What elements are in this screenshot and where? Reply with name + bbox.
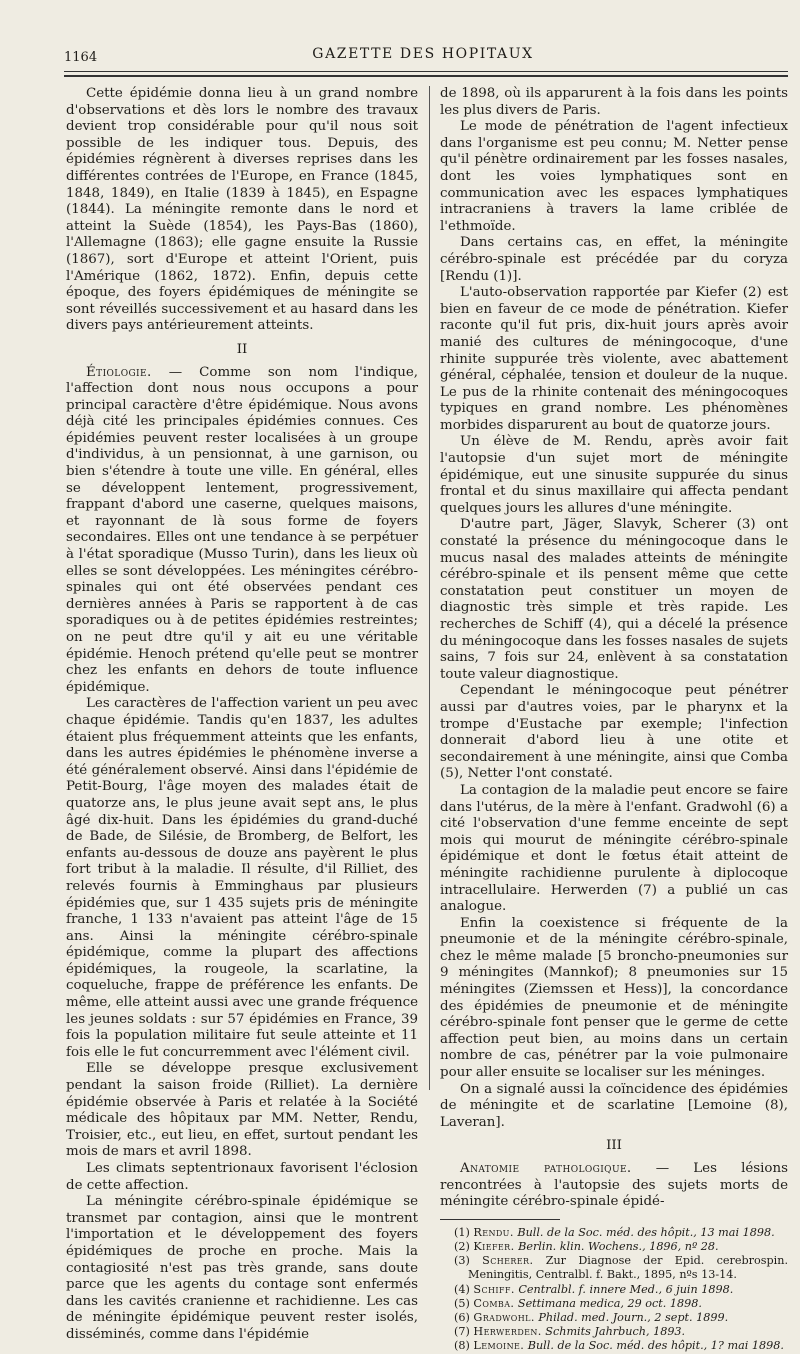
- footnote: (1) Rendu. Bull. de la Soc. méd. des hôpit., 13 mai 1898.: [454, 1225, 775, 1239]
- paragraph: Les climats septentrionaux favorisent l'éclosion de cette affection.: [66, 1161, 418, 1193]
- paragraph: La contagion de la maladie peut encore se faire dans l'utérus, de la mère à l'enfant. Gradwohl (6) a cité l'observation d'une femme enceinte de sept mois qui mourut de méningite cérébro-spinale épidémique et dont le fœtus était atteint de méningite rachidienne purulente à diplocoque intracellulaire. Herwerden (7) a publié un cas analogue.: [440, 782, 788, 915]
- paragraph-etiologie: [66, 365, 418, 697]
- paragraph: Cependant le méningocoque peut pénétrer aussi par d'autres voies, par le pharynx et la trompe d'Eustache par exemple; l'infection donnerait d'abord lieu à une otite et secondairement à une méningite, ainsi que Comba (5), Netter l'ont constaté.: [440, 683, 788, 782]
- running-title: GAZETTE DES HOPITAUX: [312, 46, 534, 62]
- paragraph: Enfin la coexistence si fréquente de la pneumonie et de la méningite cérébro-spinale, chez le même malade [5 broncho-pneumonies sur 9 méningites (Mannkof); 8 pneumonies sur 15 méningites (Ziemssen et Hess)], la concordance des épidémies de pneumonie et de méningite cérébro-spinale font penser que le germe de cette affection peut bien, au moins dans un certain nombre de cas, pénétrer par la voie pulmonaire pour aller ensuite se localiser sur les méninges.: [440, 915, 788, 1081]
- footnotes: [440, 1226, 788, 1354]
- header-rule-thin: [64, 71, 788, 72]
- header-rule-thick: [64, 75, 788, 77]
- paragraph-lead: Anatomie pathologique.: [460, 1161, 632, 1176]
- paragraph: La méningite cérébro-spinale épidémique se transmet par contagion, ainsi que le montrent l'importation et le développement des foyers épidémiques de proche en proche. Mais la contagiosité n'est pas très grande, sans doute parce que les agents du contage sont enfermés dans les cavités cranienne et rachidienne. Les cas de méningite épidémique peuvent rester isolés, disséminés, comme dans l'épidémie: [66, 1194, 418, 1342]
- footnote: (5) Comba. Settimana medica, 29 oct. 1898.: [454, 1296, 702, 1310]
- paragraph-body: — Les lésions rencontrées à l'autopsie des sujets morts de méningite cérébro-spinale épidé-: [440, 1161, 788, 1210]
- paragraph: Un élève de M. Rendu, après avoir fait l'autopsie d'un sujet mort de méningite épidémique, eut une sinusite suppurée du sinus frontal et du sinus maxillaire qui affecta pendant quelques jours les allures d'une méningite.: [440, 434, 788, 516]
- footnote-rule: [440, 1219, 560, 1220]
- footnote: (2) Kiefer. Berlin. klin. Wochens., 1896, nº 28.: [454, 1239, 719, 1253]
- paragraph: de 1898, où ils apparurent à la fois dans les points les plus divers de Paris.: [440, 86, 788, 118]
- paragraph: D'autre part, Jäger, Slavyk, Scherer (3) ont constaté la présence du méningocoque dans le mucus nasal des malades atteints de méningite cérébro-spinale et ils pensent même que cette constatation peut constituer un moyen de diagnostic très simple et très rapide. Les recherches de Schiff (4), qui a décelé la présence du méningocoque dans les fosses nasales de sujets sains, 7 fois sur 24, enlèvent à sa constatation toute valeur diagnostique.: [440, 517, 788, 682]
- footnote: (7) Herwerden. Schmits Jahrbuch, 1893.: [454, 1325, 686, 1339]
- paragraph-body: — Comme son nom l'indique, l'affection dont nous nous occupons a pour principal caractère d'être épidémique. Nous avons déjà cité les principales épidémies connues. Ces épidémies peuvent rester localisées à un groupe d'individus, à un pensionnat, à une garnison, ou bien s'étendre à toute une ville. En général, elles se développent lentement, progressivement, frappant d'abord une caserne, quelques maisons, et rayonnant de là sous forme de foyers secondaires. Elles ont une tendance à se perpétuer à l'état sporadique (Musso Turin), dans les lieux où elles se sont développées. Les méningites cérébro-spinales qui ont été observées pendant ces dernières années à Paris se rapportent à de cas sporadiques ou à de petites épidémies restreintes; on ne peut dtre qu'il y ait eu une véritable épidémie. Henoch prétend qu'elle peut se montrer chez les enfants en dehors de toute influence épidémique.: [66, 364, 418, 695]
- right-column: [440, 86, 788, 1354]
- paragraph: Dans certains cas, en effet, la méningite cérébro-spinale est précédée par du coryza [Rendu (1)].: [440, 235, 788, 284]
- paragraph: Elle se développe presque exclusivement pendant la saison froide (Rilliet). La dernière épidémie observée à Paris et relatée à la Société médicale des hôpitaux par MM. Netter, Rendu, Troisier, etc., eut lieu, en effet, surtout pendant les mois de mars et avril 1898.: [66, 1061, 418, 1160]
- column-divider: [429, 86, 430, 1090]
- paragraph: On a signalé aussi la coïncidence des épidémies de méningite et de scarlatine [Lemoine (8), Laveran].: [440, 1081, 788, 1130]
- section-heading-ii: II: [236, 341, 248, 357]
- footnote: (3) Scherer. Zur Diagnose der Epid. cerebrospin. Meningitis, Centralbl. f. Bakt., 1895, nºs 13-14.: [454, 1254, 789, 1282]
- footnote: (4) Schiff. Centralbl. f. innere Med., 6 juin 1898.: [454, 1282, 734, 1296]
- paragraph: Le mode de pénétration de l'agent infectieux dans l'organisme est peu connu; M. Netter pense qu'il pénètre ordinairement par les fosses nasales, dont les voies lymphatiques sont en communication avec les espaces lymphatiques intracraniens à travers la lame criblée de l'ethmoïde.: [440, 119, 788, 234]
- paragraph-lead: Étiologie.: [86, 364, 152, 380]
- page-number: 1164: [64, 50, 98, 65]
- paragraph: Cette épidémie donna lieu à un grand nombre d'observations et dès lors le nombre des travaux devient trop considérable pour qu'il nous soit possible de les indiquer tous. Depuis, des épidémies régnèrent à diverses reprises dans les différentes contrées de l'Europe, en France (1845, 1848, 1849), en Italie (1839 à 1845), en Espagne (1844). La méningite remonte dans le nord et atteint la Suède (1854), les Pays-Bas (1860), l'Allemagne (1863); elle gagne ensuite la Russie (1867), sort d'Europe et atteint l'Orient, puis l'Amérique (1862, 1872). Enfin, depuis cette époque, des foyers épidémiques de méningite se sont réveillés successivement et au hasard dans les divers pays antérieurement atteints.: [66, 86, 418, 334]
- footnote: (8) Lemoine. Bull. de la Soc. méd. des hôpit., 1? mai 1898.: [454, 1339, 784, 1353]
- paragraph: L'auto-observation rapportée par Kiefer (2) est bien en faveur de ce mode de pénétration. Kiefer raconte qu'il fut pris, dix-huit jours après avoir manié des cultures de méningocoque, d'une rhinite suppurée très violente, avec abattement général, céphalée, tension et douleur de la nuque. Le pus de la rhinite contenait des méningocoques typiques en grand nombre. Les phénomènes morbides disparurent au bout de quatorze jours.: [440, 285, 788, 433]
- page-header: [64, 40, 782, 64]
- paragraph-anatomie: [440, 1161, 788, 1211]
- footnote: (6) Gradwohl. Philad. med. Journ., 2 sept. 1899.: [454, 1311, 729, 1324]
- left-column: [66, 86, 418, 1344]
- paragraph: Les caractères de l'affection varient un peu avec chaque épidémie. Tandis qu'en 1837, les adultes étaient plus fréquemment atteints que les enfants, dans les autres épidémies le phénomène inverse a été généralement observé. Ainsi dans l'épidémie de Petit-Bourg, l'âge moyen des malades était de quatorze ans, le plus jeune avait sept ans, le plus âgé dix-huit. Dans les épidémies du grand-duché de Bade, de Silésie, de Bromberg, de Belfort, les enfants au-dessous de douze ans payèrent le plus fort tribut à la maladie. Il résulte, d'il Rilliet, des relevés fournis à Emminghaus par plusieurs épidémies que, sur 1 435 sujets pris de méningite franche, 1 133 n'avaient pas atteint l'âge de 15 ans. Ainsi la méningite cérébro-spinale épidémique, comme la plupart des affections épidémiques, la rougeole, la scarlatine, la coqueluche, frappe de préférence les enfants. De même, elle atteint aussi avec une grande fréquence les jeunes soldats : sur 57 épidémies en France, 39 fois la population militaire fut seule atteinte et 11 fois elle le fut concurremment avec l'élément civil.: [66, 696, 418, 1060]
- section-heading-iii: III: [606, 1138, 622, 1154]
